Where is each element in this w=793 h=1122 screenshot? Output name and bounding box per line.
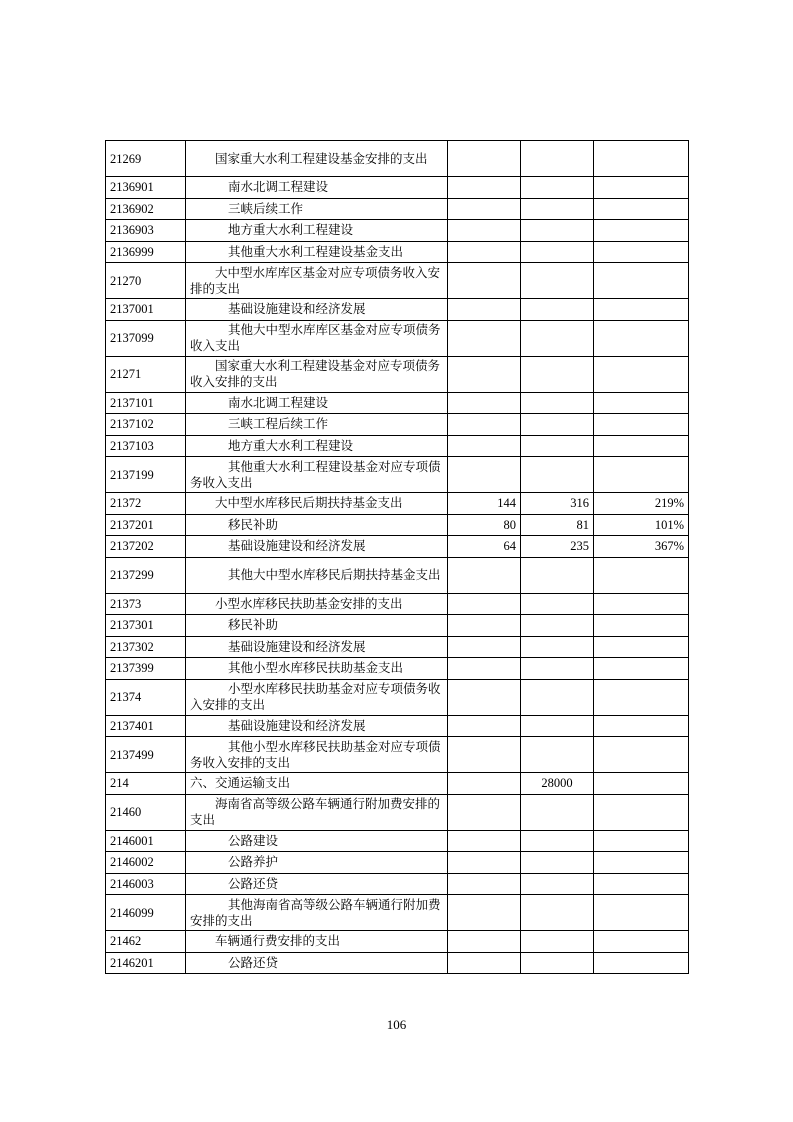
subject-name-text: 南水北调工程建设 — [228, 394, 329, 410]
value-cell-v3 — [594, 392, 689, 414]
value-cell-v1 — [448, 557, 521, 593]
value-cell-v2 — [521, 220, 594, 242]
subject-name-text: 三峡后续工作 — [228, 200, 304, 216]
value-cell-v3 — [594, 931, 689, 953]
value-cell-v2 — [521, 658, 594, 680]
value-cell-v3 — [594, 299, 689, 321]
table-row — [106, 220, 689, 242]
subject-code-cell: 2137499 — [106, 737, 186, 773]
value-cell-v1: 80 — [448, 514, 521, 536]
subject-name-cell — [186, 636, 448, 658]
subject-name-cell — [186, 198, 448, 220]
value-cell-v3 — [594, 320, 689, 356]
subject-name-text: 南水北调工程建设 — [228, 179, 329, 195]
value-cell-v1 — [448, 414, 521, 436]
value-cell-v1 — [448, 873, 521, 895]
subject-name-cell — [186, 737, 448, 773]
subject-code-cell: 2137103 — [106, 435, 186, 457]
subject-name-cell — [186, 514, 448, 536]
value-cell-v1 — [448, 931, 521, 953]
value-cell-v3 — [594, 636, 689, 658]
subject-code-cell: 2146001 — [106, 830, 186, 852]
subject-code-cell: 21269 — [106, 141, 186, 177]
value-cell-v3 — [594, 557, 689, 593]
value-cell-v3 — [594, 141, 689, 177]
table-row — [106, 615, 689, 637]
value-cell-v2 — [521, 414, 594, 436]
value-cell-v1 — [448, 177, 521, 199]
value-cell-v2 — [521, 615, 594, 637]
table-row — [106, 536, 689, 558]
subject-name-text: 公路还贷 — [228, 875, 279, 891]
subject-name-cell — [186, 773, 448, 795]
subject-code-cell: 2146099 — [106, 895, 186, 931]
subject-code-cell: 2137199 — [106, 457, 186, 493]
subject-code-cell: 21270 — [106, 263, 186, 299]
subject-code-cell: 2137101 — [106, 392, 186, 414]
subject-name-text: 公路建设 — [228, 832, 279, 848]
value-cell-v1 — [448, 794, 521, 830]
subject-name-cell — [186, 852, 448, 874]
subject-name-cell — [186, 392, 448, 414]
value-cell-v2 — [521, 593, 594, 615]
value-cell-v3 — [594, 356, 689, 392]
value-cell-v1: 64 — [448, 536, 521, 558]
value-cell-v3 — [594, 873, 689, 895]
table-row — [106, 952, 689, 974]
value-cell-v2 — [521, 679, 594, 715]
subject-name-text: 公路养护 — [228, 854, 279, 870]
subject-name-cell — [186, 356, 448, 392]
value-cell-v3 — [594, 895, 689, 931]
value-cell-v1 — [448, 356, 521, 392]
value-cell-v2 — [521, 715, 594, 737]
subject-code-cell: 21372 — [106, 493, 186, 515]
subject-name-cell — [186, 557, 448, 593]
table-row — [106, 557, 689, 593]
subject-name-cell — [186, 320, 448, 356]
subject-name-cell — [186, 263, 448, 299]
table-row — [106, 773, 689, 795]
subject-name-text: 小型水库移民扶助基金对应专项债务收入安排的支出 — [190, 681, 441, 712]
value-cell-v1 — [448, 658, 521, 680]
value-cell-v1 — [448, 737, 521, 773]
subject-name-text: 基础设施建设和经济发展 — [228, 301, 366, 317]
subject-code-cell: 21462 — [106, 931, 186, 953]
table-row — [106, 320, 689, 356]
subject-name-text: 六、交通运输支出 — [190, 775, 291, 791]
table-row — [106, 356, 689, 392]
subject-code-cell: 2137299 — [106, 557, 186, 593]
subject-name-text: 车辆通行费安排的支出 — [215, 933, 341, 949]
table-row — [106, 679, 689, 715]
value-cell-v2 — [521, 931, 594, 953]
table-row — [106, 198, 689, 220]
table-row — [106, 241, 689, 263]
value-cell-v1 — [448, 773, 521, 795]
value-cell-v3: 101% — [594, 514, 689, 536]
subject-code-cell: 2137301 — [106, 615, 186, 637]
table-row — [106, 141, 689, 177]
subject-name-text: 地方重大水利工程建设 — [228, 222, 354, 238]
page-number: 106 — [386, 1017, 407, 1032]
subject-name-cell — [186, 141, 448, 177]
value-cell-v2 — [521, 737, 594, 773]
subject-code-cell: 2137399 — [106, 658, 186, 680]
value-cell-v1 — [448, 715, 521, 737]
subject-name-text: 小型水库移民扶助基金安排的支出 — [215, 595, 403, 611]
value-cell-v3 — [594, 679, 689, 715]
value-cell-v1 — [448, 457, 521, 493]
table-row — [106, 414, 689, 436]
table-row — [106, 177, 689, 199]
table-row — [106, 852, 689, 874]
value-cell-v1 — [448, 852, 521, 874]
subject-name-cell — [186, 299, 448, 321]
value-cell-v3 — [594, 773, 689, 795]
value-cell-v2 — [521, 435, 594, 457]
subject-code-cell: 21271 — [106, 356, 186, 392]
value-cell-v2 — [521, 952, 594, 974]
value-cell-v1 — [448, 952, 521, 974]
subject-name-cell — [186, 615, 448, 637]
value-cell-v2 — [521, 356, 594, 392]
subject-name-text: 国家重大水利工程建设基金对应专项债务收入安排的支出 — [190, 358, 441, 389]
subject-code-cell: 2146201 — [106, 952, 186, 974]
subject-code-cell: 2137202 — [106, 536, 186, 558]
subject-name-text: 基础设施建设和经济发展 — [228, 538, 366, 554]
value-cell-v1 — [448, 679, 521, 715]
subject-code-cell: 2136999 — [106, 241, 186, 263]
value-cell-v3 — [594, 198, 689, 220]
subject-name-cell — [186, 241, 448, 263]
subject-code-cell: 2137201 — [106, 514, 186, 536]
subject-code-cell: 2137102 — [106, 414, 186, 436]
table-row — [106, 715, 689, 737]
table-row — [106, 435, 689, 457]
table-row — [106, 658, 689, 680]
value-cell-v1 — [448, 895, 521, 931]
table-row — [106, 263, 689, 299]
value-cell-v2 — [521, 392, 594, 414]
value-cell-v3 — [594, 658, 689, 680]
value-cell-v3: 367% — [594, 536, 689, 558]
subject-name-cell — [186, 895, 448, 931]
subject-name-cell — [186, 658, 448, 680]
subject-name-cell — [186, 457, 448, 493]
value-cell-v2 — [521, 263, 594, 299]
subject-code-cell: 21460 — [106, 794, 186, 830]
subject-name-text: 其他大中型水库库区基金对应专项债务收入支出 — [190, 322, 441, 353]
value-cell-v1 — [448, 241, 521, 263]
table-row — [106, 299, 689, 321]
subject-code-cell: 2146002 — [106, 852, 186, 874]
subject-name-cell — [186, 593, 448, 615]
value-cell-v3 — [594, 952, 689, 974]
table-row — [106, 737, 689, 773]
subject-name-text: 其他重大水利工程建设基金对应专项债务收入支出 — [190, 458, 441, 490]
subject-name-cell — [186, 873, 448, 895]
table-row — [106, 392, 689, 414]
subject-code-cell: 2146003 — [106, 873, 186, 895]
value-cell-v3 — [594, 737, 689, 773]
subject-name-cell — [186, 931, 448, 953]
subject-code-cell: 2136903 — [106, 220, 186, 242]
value-cell-v1 — [448, 435, 521, 457]
value-cell-v3 — [594, 852, 689, 874]
value-cell-v1 — [448, 320, 521, 356]
value-cell-v3 — [594, 435, 689, 457]
value-cell-v2: 81 — [521, 514, 594, 536]
value-cell-v2 — [521, 794, 594, 830]
table-row — [106, 895, 689, 931]
subject-name-text: 大中型水库库区基金对应专项债务收入安排的支出 — [190, 264, 441, 296]
value-cell-v1 — [448, 392, 521, 414]
table-row — [106, 830, 689, 852]
table-row — [106, 931, 689, 953]
value-cell-v2 — [521, 141, 594, 177]
value-cell-v3 — [594, 177, 689, 199]
subject-name-text: 基础设施建设和经济发展 — [228, 717, 366, 733]
value-cell-v2 — [521, 636, 594, 658]
subject-name-text: 国家重大水利工程建设基金安排的支出 — [215, 150, 428, 166]
value-cell-v2 — [521, 457, 594, 493]
value-cell-v2 — [521, 852, 594, 874]
value-cell-v2 — [521, 198, 594, 220]
subject-name-text: 地方重大水利工程建设 — [228, 437, 354, 453]
value-cell-v2: 316 — [521, 493, 594, 515]
table-row — [106, 873, 689, 895]
subject-name-text: 基础设施建设和经济发展 — [228, 638, 366, 654]
subject-name-cell — [186, 794, 448, 830]
table-row — [106, 636, 689, 658]
value-cell-v3 — [594, 263, 689, 299]
value-cell-v2 — [521, 830, 594, 852]
value-cell-v3: 219% — [594, 493, 689, 515]
value-cell-v2 — [521, 873, 594, 895]
subject-code-cell: 2137099 — [106, 320, 186, 356]
subject-name-text: 移民补助 — [228, 617, 279, 633]
subject-code-cell: 2137401 — [106, 715, 186, 737]
subject-code-cell: 2136902 — [106, 198, 186, 220]
value-cell-v2 — [521, 177, 594, 199]
subject-code-cell: 2137001 — [106, 299, 186, 321]
value-cell-v1: 144 — [448, 493, 521, 515]
value-cell-v1 — [448, 636, 521, 658]
value-cell-v1 — [448, 220, 521, 242]
subject-name-text: 海南省高等级公路车辆通行附加费安排的支出 — [190, 796, 441, 827]
value-cell-v3 — [594, 414, 689, 436]
subject-name-text: 公路还贷 — [228, 954, 279, 970]
value-cell-v2 — [521, 320, 594, 356]
value-cell-v1 — [448, 141, 521, 177]
subject-code-cell: 214 — [106, 773, 186, 795]
value-cell-v3 — [594, 457, 689, 493]
subject-code-cell: 21373 — [106, 593, 186, 615]
subject-name-cell — [186, 493, 448, 515]
subject-name-text: 其他小型水库移民扶助基金对应专项债务收入安排的支出 — [190, 738, 441, 770]
table-row — [106, 514, 689, 536]
value-cell-v2 — [521, 557, 594, 593]
subject-name-cell — [186, 715, 448, 737]
value-cell-v2: 235 — [521, 536, 594, 558]
table-body — [106, 141, 689, 974]
value-cell-v2 — [521, 241, 594, 263]
subject-code-cell: 21374 — [106, 679, 186, 715]
subject-name-cell — [186, 536, 448, 558]
subject-name-cell — [186, 679, 448, 715]
subject-name-text: 其他大中型水库移民后期扶持基金支出 — [228, 567, 441, 582]
subject-code-cell: 2137302 — [106, 636, 186, 658]
subject-name-text: 移民补助 — [228, 516, 279, 532]
subject-name-cell — [186, 830, 448, 852]
budget-expenditure-table — [105, 140, 689, 974]
subject-name-cell — [186, 220, 448, 242]
value-cell-v3 — [594, 715, 689, 737]
subject-name-cell — [186, 435, 448, 457]
value-cell-v3 — [594, 830, 689, 852]
subject-name-cell — [186, 414, 448, 436]
value-cell-v2 — [521, 299, 594, 321]
subject-name-text: 其他重大水利工程建设基金支出 — [228, 243, 404, 259]
value-cell-v2: 28000 — [521, 773, 594, 795]
subject-name-text: 其他小型水库移民扶助基金支出 — [228, 660, 404, 676]
value-cell-v2 — [521, 895, 594, 931]
subject-name-text: 大中型水库移民后期扶持基金支出 — [215, 495, 403, 511]
value-cell-v3 — [594, 593, 689, 615]
value-cell-v1 — [448, 830, 521, 852]
subject-name-text: 三峡工程后续工作 — [228, 416, 329, 432]
value-cell-v3 — [594, 794, 689, 830]
value-cell-v1 — [448, 615, 521, 637]
value-cell-v1 — [448, 198, 521, 220]
table-row — [106, 593, 689, 615]
value-cell-v1 — [448, 299, 521, 321]
value-cell-v1 — [448, 263, 521, 299]
table-row — [106, 794, 689, 830]
subject-code-cell: 2136901 — [106, 177, 186, 199]
value-cell-v3 — [594, 615, 689, 637]
value-cell-v1 — [448, 593, 521, 615]
table-row — [106, 493, 689, 515]
value-cell-v3 — [594, 241, 689, 263]
subject-name-cell — [186, 952, 448, 974]
subject-name-cell — [186, 177, 448, 199]
subject-name-text: 其他海南省高等级公路车辆通行附加费安排的支出 — [190, 896, 441, 928]
table-row — [106, 457, 689, 493]
value-cell-v3 — [594, 220, 689, 242]
